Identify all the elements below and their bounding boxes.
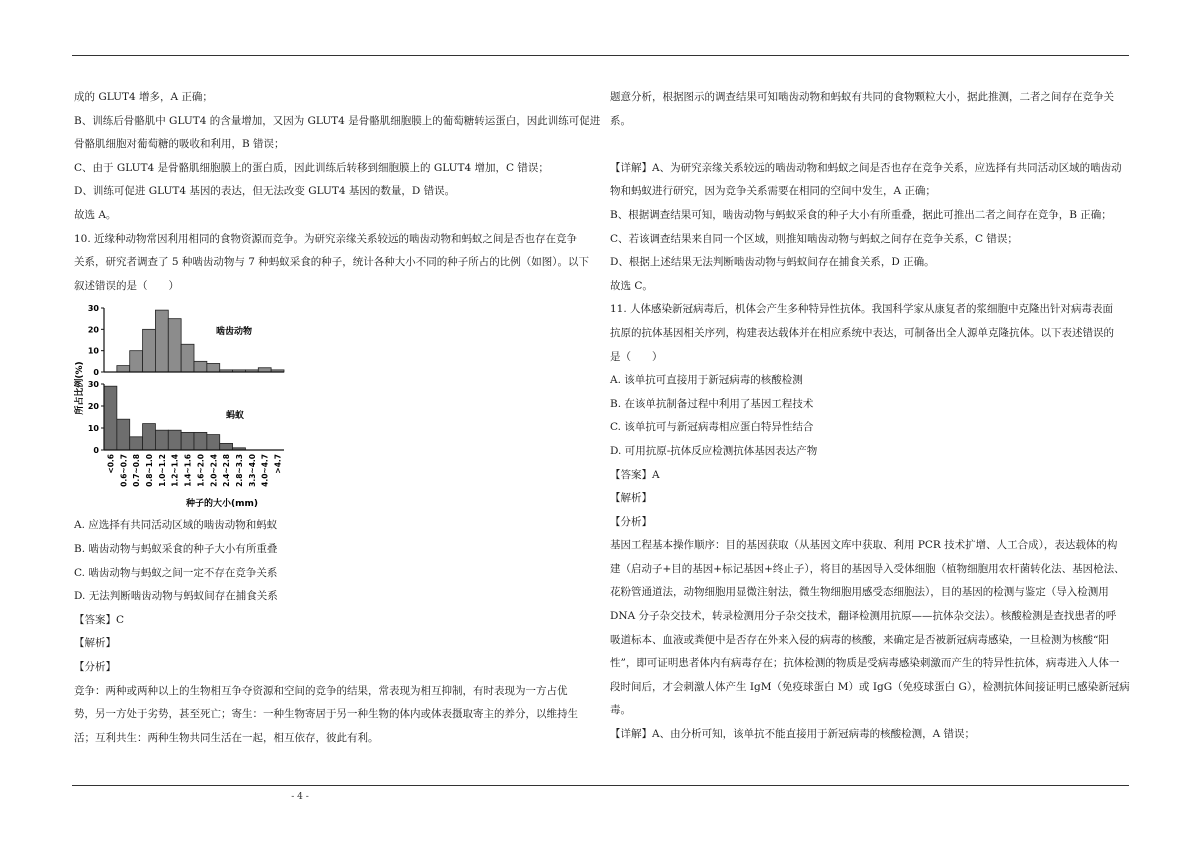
bar-rodent-7 [194,362,207,373]
text-line: 故选 C。 [610,279,653,292]
text-line: A. 该单抗可直接用于新冠病毒的核酸检测 [610,374,803,387]
bar-ant-4 [155,431,168,451]
text-line: 故选 A。 [74,208,117,221]
y-tick-label: 0 [93,368,99,378]
text-line: 关系，研究者调查了 5 种啮齿动物与 7 种蚂蚁采食的种子，统计各种大小不同的种子所占的比例（如图）。以下 [74,256,589,269]
x-tick-label: >4.7 [273,454,283,474]
y-tick-label: 20 [87,325,99,335]
x-tick-label: 1.2~1.4 [170,454,180,488]
text-line: B、训练后骨骼肌中 GLUT4 的含量增加，又因为 GLUT4 是骨骼肌细胞膜上的葡萄糖转运蛋白，因此训练可促进 [74,114,601,127]
bar-rodent-3 [143,330,156,373]
text-line: C、若该调查结果来自同一个区域，则推知啮齿动物与蚂蚁之间存在竞争关系，C 错误； [610,232,1018,245]
x-tick-label: 4.0~4.7 [260,454,270,488]
text-line: 【详解】A、为研究亲缘关系较远的啮齿动物和蚂蚁之间是否也存在竞争关系，应选择有共同活动区域的啮齿动 [610,161,1122,174]
bar-ant-2 [130,437,143,450]
text-line: 骨骼肌细胞对葡萄糖的吸收和利用，B 错误； [74,138,285,151]
page-number: - 4 - [291,792,309,802]
right-column [610,86,1130,747]
question-10-options [74,514,614,608]
right-detail-text [610,157,1130,747]
spacer [610,133,1130,157]
bar-ant-3 [143,424,156,450]
x-tick-label: 0.7~0.8 [132,454,142,488]
bar-rodent-4 [155,310,168,372]
text-line: 【解析】 [610,492,652,505]
x-tick-label: 1.4~1.6 [183,454,193,488]
x-tick-label: 0.6~0.7 [119,454,129,488]
y-tick-label: 10 [87,347,99,357]
y-tick-label: 0 [93,446,99,456]
text-line: B、根据调查结果可知，啮齿动物与蚂蚁采食的种子大小有所重叠，据此可推出二者之间存在竞争，B 正确； [610,208,1112,221]
text-line: 物和蚂蚁进行研究，因为竞争关系需要在相同的空间中发生，A 正确； [610,185,936,198]
left-column [74,86,614,750]
text-line: 性”，即可证明患者体内有病毒存在；抗体检测的物质是受病毒感染刺激而产生的特异性抗体，病毒进入人体一 [610,657,1120,670]
analysis-text [74,680,614,751]
x-tick-label: 3.3~4.0 [247,454,257,488]
text-line: B. 在该单抗制备过程中利用了基因工程技术 [610,397,814,410]
x-tick-label: 2.0~2.4 [209,454,219,488]
text-line: C. 该单抗可与新冠病毒相应蛋白特异性结合 [610,421,814,434]
x-tick-label: 0.8~1.0 [145,454,154,488]
y-tick-label: 20 [87,402,99,412]
text-line: D、根据上述结果无法判断啮齿动物与蚂蚁间存在捕食关系，D 正确。 [610,256,935,269]
option-line: D. 无法判断啮齿动物与蚂蚁间存在捕食关系 [74,590,278,603]
bar-rodent-8 [207,364,220,373]
x-tick-label: 1.6~2.0 [196,454,206,488]
series-label-ant: 蚂蚁 [226,411,245,422]
series-label-rodent: 啮齿动物 [216,327,253,338]
text-line: 势，另一方处于劣势，甚至死亡；寄生：一种生物寄居于另一种生物的体内或体表摄取寄主的养分，以维持生 [74,708,578,721]
text-line: 花粉管通道法，动物细胞用显微注射法，微生物细胞用感受态细胞法），目的基因的检测与鉴定（导入检测用 [610,586,1109,599]
text-line: 吸道标本、血液或粪便中是否存在外来入侵的病毒的核酸，来确定是否被新冠病毒感染，一旦检测为核酸“阳 [610,633,1109,646]
header-rule [72,55,1129,56]
option-line: B. 啮齿动物与蚂蚁采食的种子大小有所重叠 [74,542,278,555]
text-line: C、由于 GLUT4 是骨骼肌细胞膜上的蛋白质，因此训练后转移到细胞膜上的 GLUT4 增加，C 错误； [74,161,549,174]
text-line: 竞争：两种或两种以上的生物相互争夺资源和空间的竞争的结果，常表现为相互抑制，有时表现为一方占优 [74,684,568,697]
x-tick-label: <0.6 [106,454,116,474]
option-line: C. 啮齿动物与蚂蚁之间一定不存在竞争关系 [74,566,278,579]
text-line: 题意分析，根据图示的调查结果可知啮齿动物和蚂蚁有共同的食物颗粒大小，据此推测，二者之间存在竞争关 [610,91,1114,103]
text-line: 叙述错误的是（ ） [74,279,179,292]
bar-rodent-1 [117,366,130,372]
footer-rule [72,785,1129,786]
x-tick-label: 1.0~1.2 [157,454,167,488]
seed-size-chart [74,300,314,510]
text-line: 11. 人体感染新冠病毒后，机体会产生多种特异性抗体。我国科学家从康复者的浆细胞中克隆出针对病毒表面 [610,303,1114,316]
text-line: 毒。 [610,704,631,717]
text-line: DNA 分子杂交技术，转录检测用分子杂交技术，翻译检测用抗原——抗体杂交法）。核酸检测是查找患者的呼 [610,610,1117,623]
x-tick-label: 2.4~2.8 [222,454,232,488]
right-intro-text [610,86,1130,133]
bar-ant-7 [194,433,207,451]
x-axis-label: 种子的大小(mm) [186,499,258,510]
y-tick-label: 30 [87,304,99,314]
text-line: 建（启动子+目的基因+标记基因+终止子），将目的基因导入受体细胞（植物细胞用农杆菌转化法、基因枪法、 [610,562,1125,575]
text-line: 系。 [610,114,631,127]
text-line: 【分析】 [610,515,652,528]
bar-ant-1 [117,420,130,451]
chart-svg [74,300,314,510]
bar-rodent-12 [258,368,271,372]
x-tick-label: 2.8~3.3 [235,454,244,488]
y-tick-label: 30 [87,380,99,390]
text-line: 【答案】A [610,468,660,481]
text-line: 抗原的抗体基因相关序列，构建表达载体并在相应系统中表达，可制备出全人源单克隆抗体。以下表述错误的 [610,326,1114,339]
y-axis-label: 所占比例(%) [75,361,85,415]
text-line: 【详解】A、由分析可知，该单抗不能直接用于新冠病毒的核酸检测，A 错误； [610,728,976,741]
text-line: 活；互利共生：两种生物共同生活在一起，相互依存，彼此有利。 [74,731,379,744]
text-line: 段时间后，才会刺激人体产生 IgM（免疫球蛋白 M）或 IgG（免疫球蛋白 G），检测抗体间接证明已感染新冠病 [610,680,1130,693]
bar-rodent-2 [130,351,143,372]
fenxi-label: 【分析】 [74,660,116,673]
bar-ant-9 [220,444,233,451]
text-line: 10. 近缘种动物常因利用相同的食物资源而竞争。为研究亲缘关系较远的啮齿动物和蚂蚁之间是否也存在竞争 [74,232,578,245]
left-text-block [74,86,614,298]
answer-label: 【答案】C [74,613,125,626]
text-line: D. 可用抗原-抗体反应检测抗体基因表达产物 [610,444,818,457]
text-line: 基因工程基本操作顺序：目的基因获取（从基因文库中获取、利用 PCR 技术扩增、人工合成），表达载体的构 [610,539,1118,552]
bar-ant-0 [104,387,117,451]
text-line: 是（ ） [610,350,663,363]
text-line: 成的 GLUT4 增多，A 正确； [74,91,213,103]
bar-rodent-5 [168,319,181,372]
jiexi-label: 【解析】 [74,637,116,650]
option-line: A. 应选择有共同活动区域的啮齿动物和蚂蚁 [74,519,278,532]
bar-ant-6 [181,433,194,451]
y-tick-label: 10 [87,424,99,434]
text-line: D、训练可促进 GLUT4 基因的表达，但无法改变 GLUT4 基因的数量，D 错误。 [74,185,456,198]
bar-ant-8 [207,435,220,450]
bar-ant-5 [168,431,181,451]
bar-rodent-6 [181,345,194,373]
